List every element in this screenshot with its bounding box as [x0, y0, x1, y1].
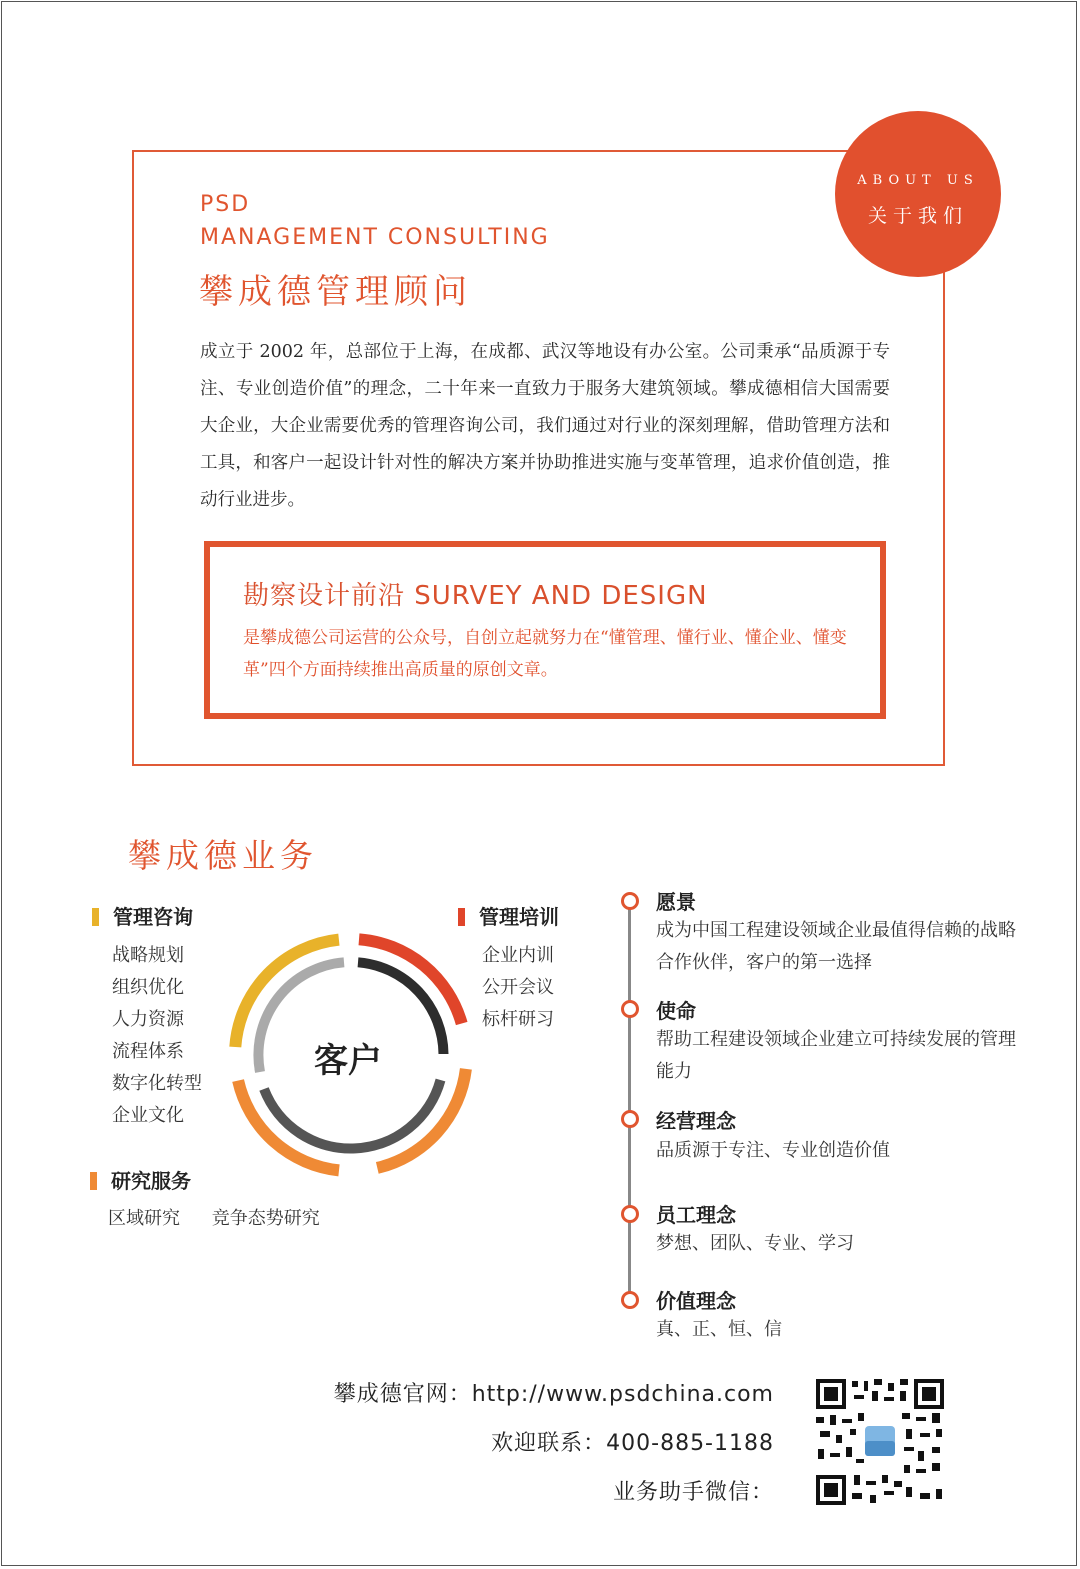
company-en-abbrev: PSD — [200, 192, 251, 217]
research-items — [108, 1204, 346, 1230]
about-us-cn: 关于我们 — [867, 205, 968, 227]
list-item: 公开会议 — [482, 977, 554, 998]
ring-inner-gray-dark — [264, 1080, 441, 1149]
training-items — [482, 940, 554, 1036]
timeline-dot-icon — [621, 892, 639, 910]
survey-title: 勘察设计前沿 SURVEY AND DESIGN — [243, 581, 708, 611]
list-item: 数字化转型 — [112, 1073, 202, 1094]
value-text-employee: 梦想、团队、专业、学习 — [656, 1233, 854, 1254]
about-us-en: ABOUT US — [857, 173, 979, 188]
company-en-name: MANAGEMENT CONSULTING — [200, 225, 550, 250]
value-title-vision: 愿景 — [656, 890, 696, 914]
timeline-dot-icon — [621, 1205, 639, 1223]
client-ring-diagram — [216, 920, 486, 1190]
ring-center-label: 客户 — [314, 1041, 382, 1081]
consulting-items — [112, 940, 202, 1132]
list-item: 企业内训 — [482, 945, 554, 966]
category-label: 管理培训 — [479, 905, 559, 929]
list-item: 企业文化 — [112, 1105, 184, 1126]
value-title-value: 价值理念 — [656, 1289, 736, 1313]
list-item: 竞争态势研究 — [211, 1208, 320, 1229]
list-item: 战略规划 — [112, 945, 184, 966]
category-marker-icon — [92, 908, 99, 926]
survey-description: 是攀成德公司运营的公众号，自创立起就努力在“懂管理、懂行业、懂企业、懂变革”四个方面持续推出高质量的原创文章。 — [243, 628, 847, 680]
wechat-label: 业务助手微信： — [612, 1480, 774, 1505]
website-link[interactable]: 攀成德官网：http://www.psdchina.com — [333, 1382, 774, 1407]
timeline-dot-icon — [621, 1291, 639, 1309]
value-text-business: 品质源于专注、专业创造价值 — [656, 1140, 890, 1161]
about-us-badge — [835, 111, 1001, 277]
business-title: 攀成德业务 — [128, 836, 318, 875]
category-consulting — [92, 901, 193, 930]
value-text-mission: 帮助工程建设领域企业建立可持续发展的管理能力 — [656, 1029, 1016, 1082]
list-item: 人力资源 — [112, 1009, 184, 1030]
list-item: 区域研究 — [108, 1208, 180, 1229]
list-item: 流程体系 — [112, 1041, 184, 1062]
category-research — [90, 1165, 191, 1194]
timeline-dot-icon — [621, 1110, 639, 1128]
timeline-dot-icon — [621, 1000, 639, 1018]
company-cn-name: 攀成德管理顾问 — [199, 272, 472, 312]
company-intro: 成立于 2002 年，总部位于上海，在成都、武汉等地设有办公室。公司秉承“品质源于专注、专业创造价值”的理念，二十年来一直致力于服务大建筑领域。攀成德相信大国需要大企业，大企业需要优秀的管理咨询公司，我们通过对行业的深刻理解，借助管理方法和工具，和客户一起设计针对性的解决方案并协助推进实施与变革管理，追求价值创造，推动行业进步。 — [200, 342, 890, 510]
list-item: 组织优化 — [112, 977, 184, 998]
value-text-value: 真、正、恒、信 — [656, 1319, 782, 1340]
value-title-employee: 员工理念 — [656, 1203, 736, 1227]
category-label: 管理咨询 — [113, 905, 193, 929]
value-text-vision: 成为中国工程建设领域企业最值得信赖的战略合作伙伴，客户的第一选择 — [656, 920, 1016, 973]
contact-phone: 欢迎联系：400-885-1188 — [491, 1431, 774, 1456]
category-label: 研究服务 — [111, 1169, 191, 1193]
values-timeline — [628, 900, 631, 1298]
wechat-qr-code — [814, 1377, 946, 1507]
value-title-mission: 使命 — [656, 999, 696, 1023]
list-item: 标杆研习 — [482, 1009, 554, 1030]
value-title-business: 经营理念 — [656, 1109, 736, 1133]
category-marker-icon — [90, 1172, 97, 1190]
